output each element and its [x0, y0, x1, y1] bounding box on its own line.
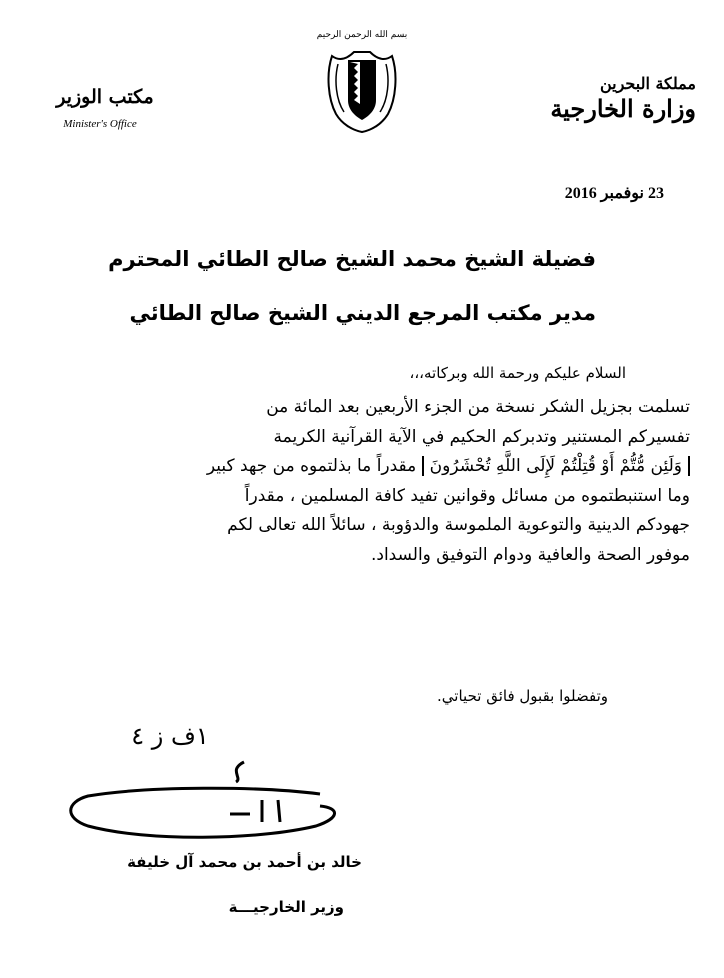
- body-line-verse: [38, 452, 690, 482]
- body-line: تفسيركم المستنير وتدبركم الحكيم في الآية القرآنية الكريمة: [273, 426, 690, 447]
- body-line: وما استنبطتموه من مسائل وقوانين تفيد كافة المسلمين ، مقدراً: [244, 485, 690, 506]
- quran-verse: وَلَئِن مُّتُّمْ أَوْ قُتِلْتُمْ لَإِلَى اللَّهِ تُحْشَرُونَ: [422, 456, 690, 476]
- addressee-line-2: مدير مكتب المرجع الديني الشيخ صالح الطائي: [129, 301, 596, 325]
- letter-date: 23 نوفمبر 2016: [564, 185, 664, 202]
- body-line: جهودكم الدينية والتوعوية الملموسة والدؤوبة ، سائلاً الله تعالى لكم: [227, 515, 690, 535]
- handwritten-signature-icon: [58, 756, 348, 846]
- signature-annotation: ١ف ز ٤: [131, 722, 209, 750]
- signer-name: خالد بن أحمد بن محمد آل خليفة: [127, 853, 362, 871]
- basmala: بسم الله الرحمن الرحيم: [316, 30, 408, 40]
- body-line: تسلمت بجزيل الشكر نسخة من الجزء الأربعين بعد المائة من: [266, 397, 690, 417]
- ministry-title: وزارة الخارجية: [550, 94, 696, 123]
- greeting: السلام عليكم ورحمة الله وبركاته،،،: [409, 364, 626, 382]
- closing: وتفضلوا بقبول فائق تحياتي.: [437, 687, 608, 705]
- ministers-office-arabic: مكتب الوزير: [56, 86, 154, 108]
- bahrain-emblem-icon: [324, 44, 400, 136]
- kingdom-title: مملكة البحرين: [599, 74, 696, 93]
- signer-title: وزير الخارجيـــة: [228, 898, 344, 916]
- body-line: موفور الصحة والعافية ودوام التوفيق والسداد.: [370, 544, 690, 565]
- addressee-line-1: فضيلة الشيخ محمد الشيخ صالح الطائي المحترم: [108, 247, 596, 271]
- body-line-continuation: مقدراً ما بذلتموه من جهد كبير: [206, 456, 417, 476]
- letter-body: [38, 393, 690, 570]
- ministers-office-english: Minister's Office: [63, 118, 137, 130]
